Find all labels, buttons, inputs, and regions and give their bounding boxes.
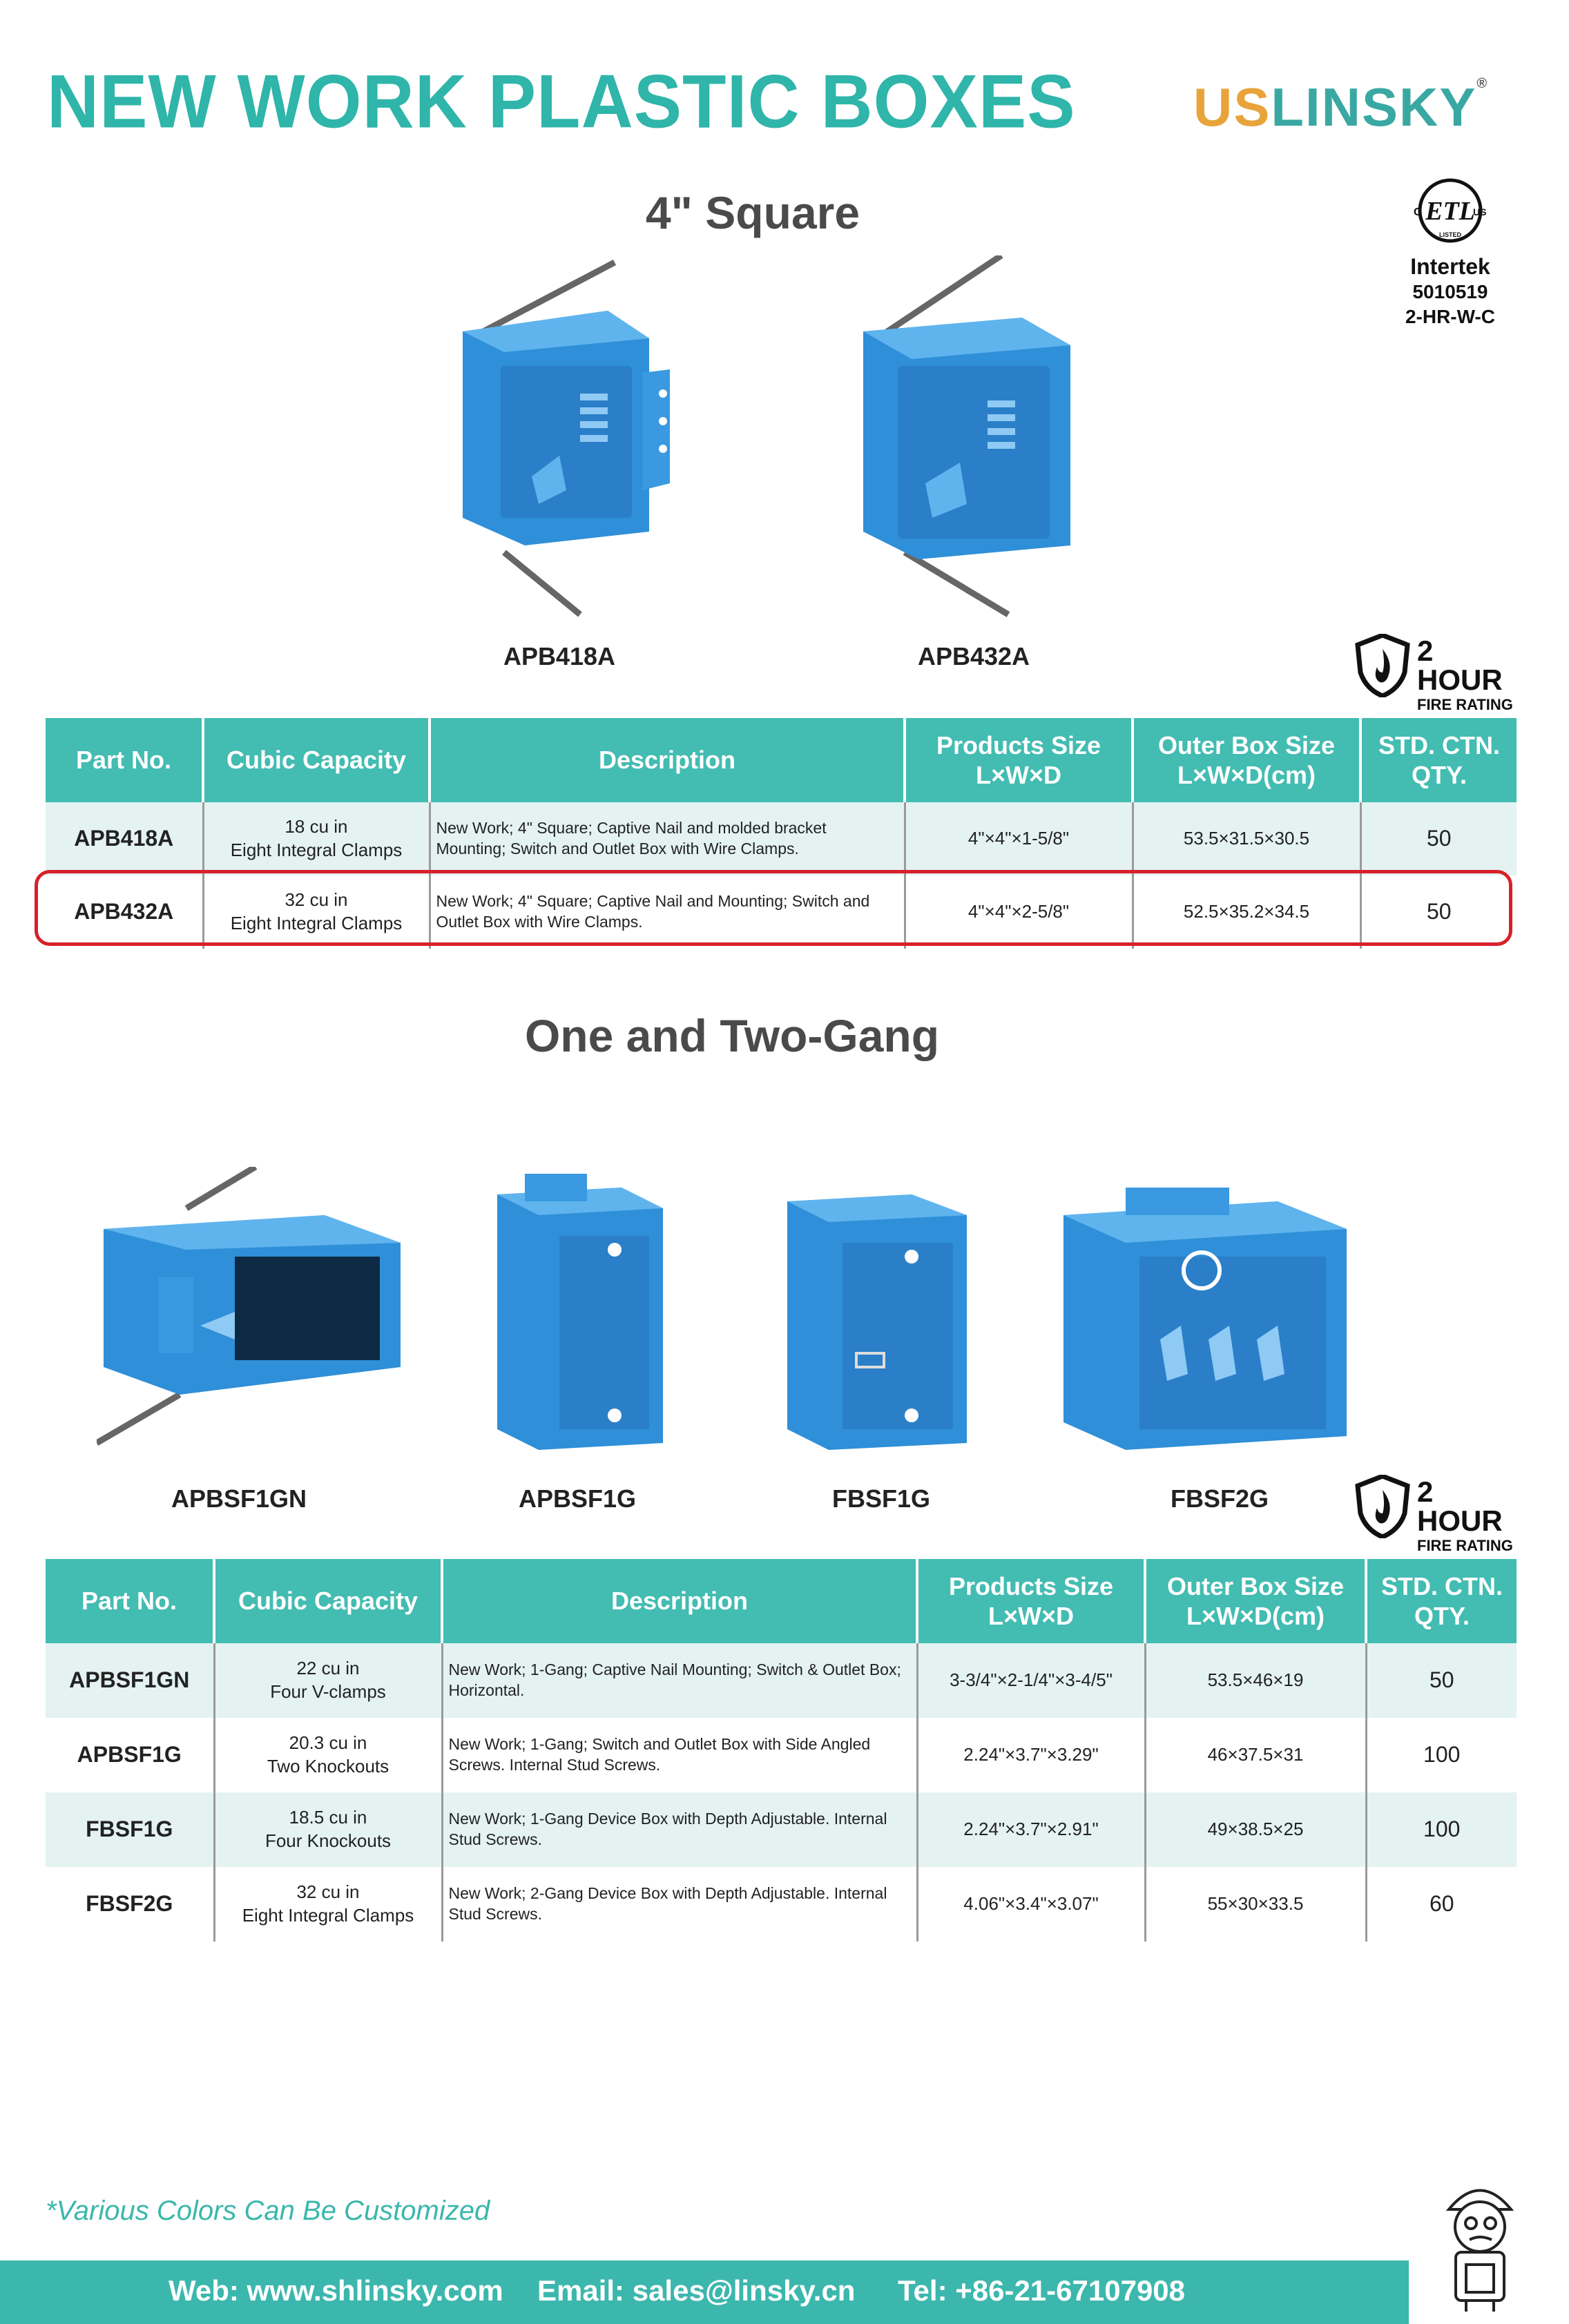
- col-description: Description: [430, 718, 905, 802]
- apb432a-photo: [849, 255, 1084, 621]
- cell-size: 2.24"×3.7"×3.29": [917, 1718, 1145, 1792]
- table-header-row: [46, 1559, 1517, 1643]
- website-link[interactable]: Web: www.shlinsky.com: [169, 2274, 503, 2307]
- fire-label: FIRE RATING: [1417, 1537, 1513, 1554]
- cell-capacity: 32 cu in Eight Integral Clamps: [214, 1867, 442, 1941]
- cell-part: FBSF2G: [46, 1867, 214, 1941]
- cell-qty: 60: [1429, 1891, 1454, 1917]
- cell-qty: 50: [1360, 802, 1517, 875]
- cell-outer: 49×38.5×25: [1145, 1792, 1366, 1867]
- cell-capacity: 32 cu in Eight Integral Clamps: [203, 875, 430, 949]
- caption-fbsf2g: FBSF2G: [1170, 1484, 1269, 1513]
- brand-name: LINSKY: [1271, 77, 1477, 137]
- cell-outer: 55×30×33.5: [1145, 1867, 1366, 1941]
- caption-fbsf1g: FBSF1G: [831, 1484, 930, 1513]
- table-row: [46, 1643, 1517, 1718]
- brand-prefix: US: [1193, 77, 1271, 137]
- spec-table-one-two-gang: [46, 1559, 1517, 1941]
- caption-apbsf1gn: APBSF1GN: [171, 1484, 307, 1513]
- page-title: NEW WORK PLASTIC BOXES: [47, 60, 1076, 144]
- customization-note: *Various Colors Can Be Customized: [46, 2196, 490, 2226]
- fire-hours: 2 HOUR: [1417, 1475, 1503, 1537]
- fire-shield-icon: [1355, 634, 1410, 697]
- col-outer-box-size: Outer Box Size L×W×D(cm): [1133, 718, 1360, 802]
- section-title-4in-square: 4" Square: [645, 187, 860, 238]
- apbsf1gn-photo: [97, 1167, 414, 1457]
- svg-text:ETL: ETL: [1425, 197, 1475, 226]
- fbsf1g-photo: [773, 1167, 981, 1457]
- svg-text:US: US: [1473, 206, 1487, 217]
- cell-outer: 46×37.5×31: [1145, 1718, 1366, 1792]
- caption-apb418a: APB418A: [503, 642, 616, 670]
- cell-part: APBSF1GN: [46, 1643, 214, 1718]
- col-std-ctn-qty: STD. CTN. QTY.: [1360, 718, 1517, 802]
- cert-code: 2-HR-W-C: [1405, 306, 1496, 327]
- cell-description: New Work; 1-Gang; Switch and Outlet Box with Side Angled Screws. Internal Stud Screws.: [442, 1718, 917, 1792]
- cell-description: New Work; 1-Gang; Captive Nail Mounting; Switch & Outlet Box; Horizontal.: [442, 1643, 917, 1718]
- svg-text:LISTED: LISTED: [1438, 231, 1462, 238]
- cell-capacity: 18.5 cu in Four Knockouts: [214, 1792, 442, 1867]
- fire-label: FIRE RATING: [1417, 696, 1513, 713]
- cell-part: APB432A: [46, 875, 203, 949]
- col-std-ctn-qty: STD. CTN. QTY.: [1366, 1559, 1517, 1643]
- brand-logo: [1193, 76, 1488, 139]
- col-cubic-capacity: Cubic Capacity: [214, 1559, 442, 1643]
- fire-hours: 2 HOUR: [1417, 635, 1503, 696]
- col-products-size: Products Size L×W×D: [917, 1559, 1145, 1643]
- table-row: [46, 1867, 1517, 1941]
- cell-description: New Work; 4" Square; Captive Nail and Mounting; Switch and Outlet Box with Wire Clamps.: [430, 875, 905, 949]
- mascot-icon: [1428, 2168, 1532, 2313]
- col-description: Description: [442, 1559, 917, 1643]
- table-row: [46, 802, 1517, 875]
- apbsf1g-photo: [483, 1167, 677, 1457]
- cell-description: New Work; 2-Gang Device Box with Depth Adjustable. Internal Stud Screws.: [442, 1867, 917, 1941]
- col-cubic-capacity: Cubic Capacity: [203, 718, 430, 802]
- table-row: [46, 1718, 1517, 1792]
- fire-shield-icon: [1355, 1475, 1410, 1538]
- cell-capacity: 22 cu in Four V-clamps: [214, 1643, 442, 1718]
- fbsf2g-photo: [1050, 1167, 1354, 1457]
- col-part-no: Part No.: [46, 1559, 214, 1643]
- cell-qty: 100: [1423, 1742, 1461, 1768]
- cell-description: New Work; 1-Gang Device Box with Depth Adjustable. Internal Stud Screws.: [442, 1792, 917, 1867]
- cert-number: 5010519: [1412, 281, 1488, 302]
- email-link[interactable]: Email: sales@linsky.cn: [537, 2274, 856, 2307]
- fire-rating-badge: [1355, 634, 1521, 713]
- row-highlight-outline: [35, 870, 1512, 946]
- cell-size: 3-3/4"×2-1/4"×3-4/5": [917, 1643, 1145, 1718]
- apb418a-photo: [442, 255, 677, 621]
- cell-capacity: 20.3 cu in Two Knockouts: [214, 1718, 442, 1792]
- cell-part: APB418A: [46, 802, 203, 875]
- cell-qty: 100: [1366, 1792, 1517, 1867]
- cert-lab: Intertek: [1410, 254, 1490, 279]
- cell-outer: 53.5×31.5×30.5: [1133, 802, 1360, 875]
- fire-rating-badge: [1355, 1475, 1521, 1554]
- cell-qty: 50: [1366, 1643, 1517, 1718]
- col-part-no: Part No.: [46, 718, 203, 802]
- col-products-size: Products Size L×W×D: [905, 718, 1133, 802]
- cell-size: 4"×4"×1-5/8": [905, 802, 1133, 875]
- table-header-row: [46, 718, 1517, 802]
- etl-mark-icon: [1412, 173, 1488, 249]
- caption-apb432a: APB432A: [917, 642, 1030, 670]
- cell-size: 4.06"×3.4"×3.07": [917, 1867, 1145, 1941]
- section-title-one-two-gang: One and Two-Gang: [524, 1010, 940, 1061]
- cell-outer: 53.5×46×19: [1145, 1643, 1366, 1718]
- cell-part: APBSF1G: [46, 1718, 214, 1792]
- cell-capacity: 18 cu in Eight Integral Clamps: [203, 802, 430, 875]
- svg-text:C: C: [1414, 206, 1422, 218]
- table-row: [46, 1792, 1517, 1867]
- phone-number: Tel: +86-21-67107908: [898, 2274, 1186, 2307]
- cell-qty: 50: [1426, 899, 1452, 924]
- cell-part: FBSF1G: [46, 1792, 214, 1867]
- etl-certification: [1381, 173, 1519, 329]
- cell-size: 2.24"×3.7"×2.91": [917, 1792, 1145, 1867]
- registered-mark: ®: [1476, 76, 1489, 91]
- caption-apbsf1g: APBSF1G: [518, 1484, 637, 1513]
- cell-outer: 52.5×35.2×34.5: [1133, 875, 1360, 949]
- cell-description: New Work; 4" Square; Captive Nail and molded bracket Mounting; Switch and Outlet Box with Wire Clamps.: [430, 802, 905, 875]
- cell-size: 4"×4"×2-5/8": [905, 875, 1133, 949]
- col-outer-box-size: Outer Box Size L×W×D(cm): [1145, 1559, 1366, 1643]
- contact-footer: [0, 2260, 1409, 2324]
